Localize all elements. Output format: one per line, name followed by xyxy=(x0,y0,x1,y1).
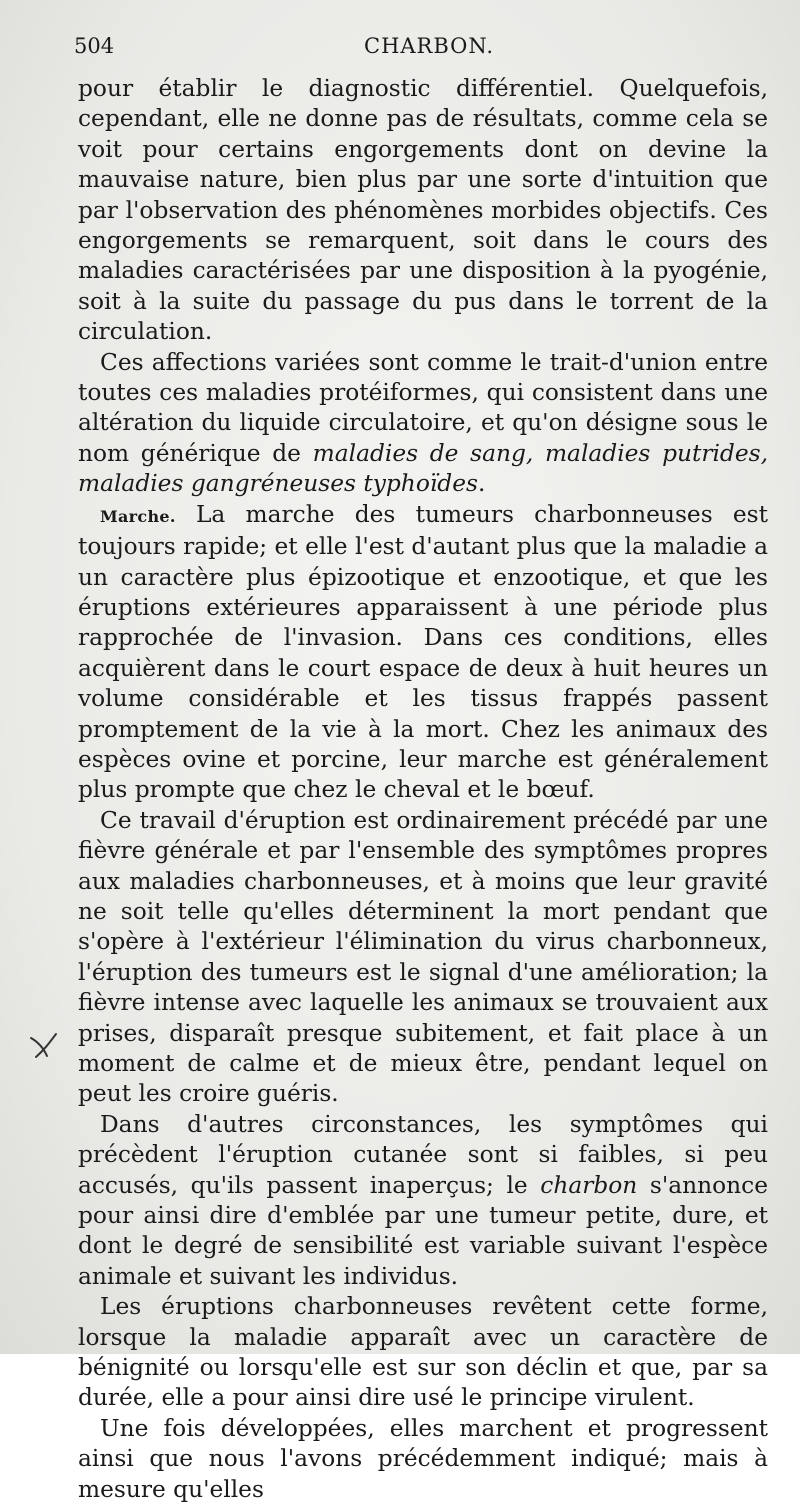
body-text xyxy=(78,74,768,1505)
paragraph xyxy=(78,1414,768,1505)
paragraph xyxy=(78,348,768,500)
paragraph xyxy=(78,500,768,806)
paragraph xyxy=(78,1110,768,1292)
text-run: pour établir le diagnostic différentiel. Quelquefois, cependant, elle ne donne pas de résultats, comme cela se voit pour certains engorgements dont on devine la mauvaise nature, bien plus par une sorte d'intuition que par l'observation des phénomènes morbides objectifs. Ces engorgements se remarquent, soit dans le cours des maladies caractérisées par une disposition à la pyogénie, soit à la suite du passage du pus dans le torrent de la circulation. xyxy=(78,75,768,346)
italic-run: maladies de sang, maladies putrides, maladies gangréneuses typhoïdes xyxy=(78,439,768,498)
text-run: Une fois développées, elles marchent et progressent ainsi que nous l'avons précédemment indiqué; mais à mesure qu'elles xyxy=(78,1414,768,1503)
section-run-in-heading: Marche. xyxy=(100,506,176,526)
text-run: . xyxy=(477,470,486,498)
text-run: s'annonce pour ainsi dire d'emblée par une tumeur petite, dure, et dont le degré de sensibilité est variable suivant l'espèce animale et suivant les individus. xyxy=(78,1171,768,1290)
text-run: Dans d'autres circonstances, les symptômes qui précèdent l'éruption cutanée sont si faibles, si peu accusés, qu'ils passent inaperçus; le xyxy=(78,1110,768,1199)
running-head xyxy=(74,34,740,64)
running-title: CHARBON. xyxy=(364,34,495,58)
page-number: 504 xyxy=(74,34,115,58)
text-run: Les éruptions charbonneuses revêtent cette forme, lorsque la maladie apparaît avec un caractère de bénignité ou lorsqu'elle est sur son déclin et que, par sa durée, elle a pour ainsi dire usé le principe virulent. xyxy=(78,1293,768,1412)
paragraph xyxy=(78,74,768,348)
paragraph xyxy=(78,1292,768,1414)
text-run: La marche des tumeurs charbonneuses est toujours rapide; et elle l'est d'autant plus que la maladie a un caractère plus épizootique et enzootique, et que les éruptions extérieures apparaissent à une période plus rapprochée de l'invasion. Dans ces conditions, elles acquièrent dans le court espace de deux à huit heures un volume considérable et les tissus frappés passent promptement de la vie à la mort. Chez les animaux des espèces ovine et porcine, leur marche est généralement plus prompte que chez le cheval et le bœuf. xyxy=(78,500,768,804)
paragraph xyxy=(78,806,768,1110)
handwritten-cross-mark-icon xyxy=(28,1030,62,1060)
text-run: Ce travail d'éruption est ordinairement précédé par une fièvre générale et par l'ensemble des symptômes propres aux maladies charbonneuses, et à moins que leur gravité ne soit telle qu'elles déterminent la mort pendant que s'opère à l'extérieur l'élimination du virus charbonneux, l'éruption des tumeurs est le signal d'une amélioration; la fièvre intense avec laquelle les animaux se trouvaient aux prises, disparaît presque subitement, et fait place à un moment de calme et de mieux être, pendant lequel on peut les croire guéris. xyxy=(78,806,768,1108)
text-run: Ces affections variées sont comme le trait-d'union entre toutes ces maladies protéiformes, qui consistent dans une altération du liquide circulatoire, et qu'on désigne sous le nom générique de xyxy=(78,348,768,467)
italic-run: charbon xyxy=(540,1171,638,1199)
